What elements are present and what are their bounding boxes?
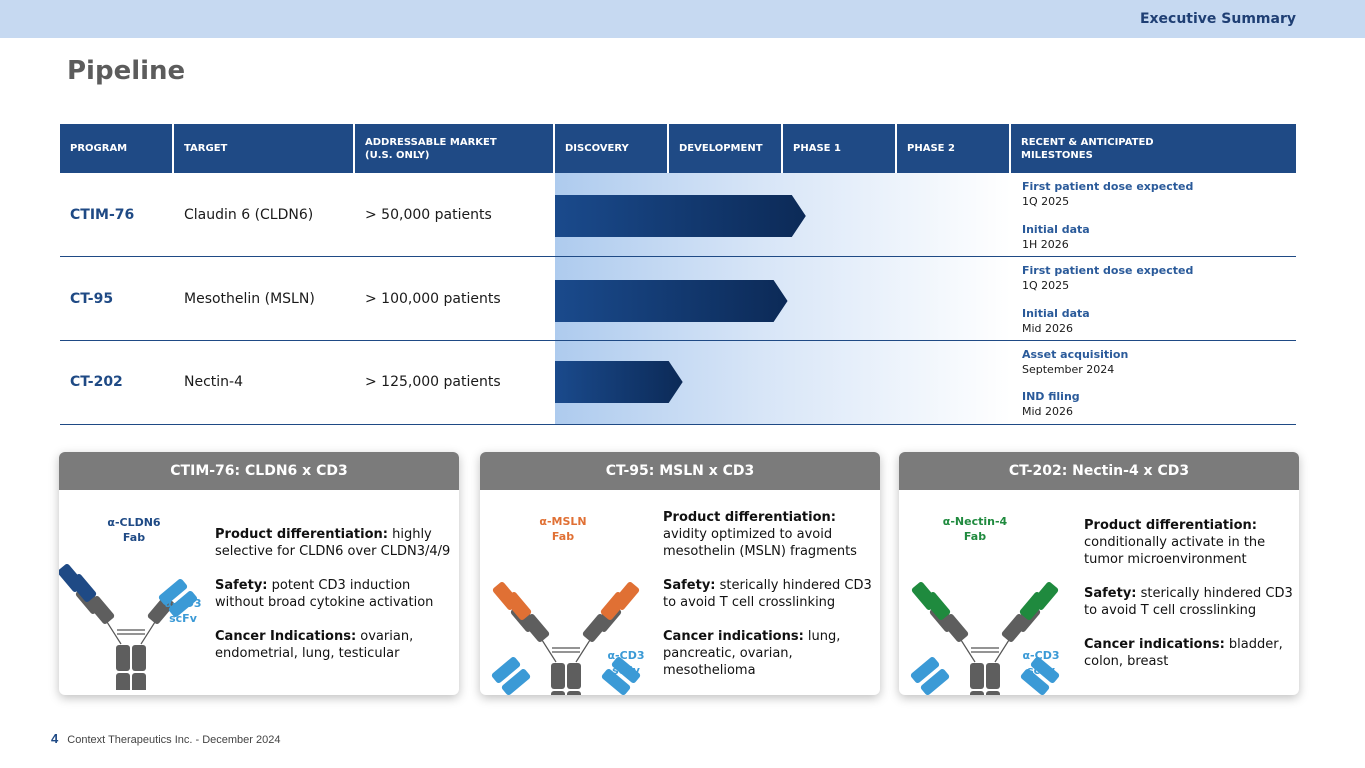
- col-program: PROGRAM: [60, 124, 172, 173]
- col-discovery: DISCOVERY: [555, 124, 667, 173]
- hinge-line: [995, 640, 1009, 662]
- progress-arrow-shape: [555, 280, 788, 322]
- milestone-value: 1Q 2025: [1022, 279, 1070, 292]
- footer-text: Context Therapeutics Inc. - December 2024: [67, 734, 281, 746]
- col-development: DEVELOPMENT: [669, 124, 781, 173]
- card-title: CT-202: Nectin-4 x CD3: [899, 452, 1299, 490]
- fab-label: α-MSLN Fab: [539, 515, 587, 543]
- col-market: ADDRESSABLE MARKET (U.S. ONLY): [355, 124, 553, 173]
- card-ctim76: [59, 452, 459, 695]
- milestone-title: Initial data: [1022, 307, 1090, 320]
- row-divider: [60, 340, 1296, 341]
- hinge-line: [576, 640, 590, 662]
- fc-domain: [132, 645, 146, 671]
- scfv-label: α-CD3 scFv: [607, 649, 645, 677]
- milestone-value: Mid 2026: [1022, 322, 1074, 335]
- progress-arrow-shape: [555, 195, 806, 237]
- progress-arrow-ctim76: [555, 195, 815, 237]
- page-number: 4: [51, 731, 59, 746]
- row-divider: [60, 424, 1296, 425]
- fc-domain: [551, 663, 565, 689]
- section-title: Executive Summary: [1139, 11, 1296, 27]
- fc-domain: [970, 663, 984, 689]
- card-description: Product differentiation: highly selective for CLDN6 over CLDN3/4/9 Safety: potent CD3 induction without broad cytokine activation Cancer Indications: ovarian, endometrial, lung, testicular: [215, 527, 451, 661]
- col-milestones: RECENT & ANTICIPATED MILESTONES: [1011, 124, 1296, 173]
- fc-domain: [970, 691, 984, 695]
- scfv-label: α-CD3 scFv: [164, 597, 202, 625]
- progress-arrow-ct95: [555, 280, 815, 322]
- hinge-line: [107, 622, 121, 644]
- hinge-line: [961, 640, 975, 662]
- program-ct95: CT-95: [70, 291, 114, 307]
- progress-arrow-shape: [555, 361, 683, 403]
- card-ct202: [899, 452, 1299, 695]
- card-description: Product differentiation: avidity optimized to avoid mesothelin (MSLN) fragments Safety: sterically hindered CD3 to avoid T cell crosslinking Cancer indications: lung, pancreatic, ovarian, mesothelioma: [663, 510, 872, 678]
- milestone-value: September 2024: [1022, 363, 1115, 376]
- col-target: TARGET: [174, 124, 353, 173]
- target-cell: Mesothelin (MSLN): [184, 291, 315, 307]
- hinge-line: [542, 640, 556, 662]
- fc-domain: [567, 691, 581, 695]
- milestone-title: Asset acquisition: [1022, 348, 1129, 361]
- page-title: Pipeline: [67, 56, 186, 86]
- fab-label: α-CLDN6 Fab: [107, 516, 161, 544]
- card-title: CTIM-76: CLDN6 x CD3: [59, 452, 459, 490]
- market-cell: > 100,000 patients: [365, 291, 501, 307]
- fc-domain: [116, 645, 130, 671]
- card-ct95: [480, 452, 880, 695]
- col-phase1: PHASE 1: [783, 124, 895, 173]
- milestone-value: Mid 2026: [1022, 405, 1074, 418]
- fc-domain: [567, 663, 581, 689]
- fc-domain: [551, 691, 565, 695]
- milestone-value: 1H 2026: [1022, 238, 1069, 251]
- fc-domain: [986, 663, 1000, 689]
- hinge-line: [141, 622, 155, 644]
- milestone-value: 1Q 2025: [1022, 195, 1070, 208]
- milestone-title: First patient dose expected: [1022, 264, 1194, 277]
- market-cell: > 50,000 patients: [365, 207, 492, 223]
- fc-domain: [132, 673, 146, 690]
- row-divider: [60, 256, 1296, 257]
- scfv-label: α-CD3 scFv: [1022, 649, 1060, 677]
- milestone-title: IND filing: [1022, 390, 1080, 403]
- fc-domain: [116, 673, 130, 690]
- fc-domain: [986, 691, 1000, 695]
- col-phase2: PHASE 2: [897, 124, 1009, 173]
- fab-label: α-Nectin-4 Fab: [942, 515, 1008, 543]
- progress-arrow-ct202: [555, 361, 815, 403]
- card-title: CT-95: MSLN x CD3: [480, 452, 880, 490]
- footer: [51, 731, 280, 746]
- market-cell: > 125,000 patients: [365, 374, 501, 390]
- milestone-title: Initial data: [1022, 223, 1090, 236]
- top-bar: [0, 0, 1365, 38]
- program-ctim76: CTIM-76: [70, 207, 135, 223]
- milestone-title: First patient dose expected: [1022, 180, 1194, 193]
- card-description: Product differentiation: conditionally activate in the tumor microenvironment Safety: sterically hindered CD3 to avoid T cell crosslinking Cancer indications: bladder, colon, breast: [1084, 518, 1293, 669]
- target-cell: Claudin 6 (CLDN6): [184, 207, 314, 223]
- target-cell: Nectin-4: [184, 374, 243, 390]
- program-ct202: CT-202: [70, 374, 123, 390]
